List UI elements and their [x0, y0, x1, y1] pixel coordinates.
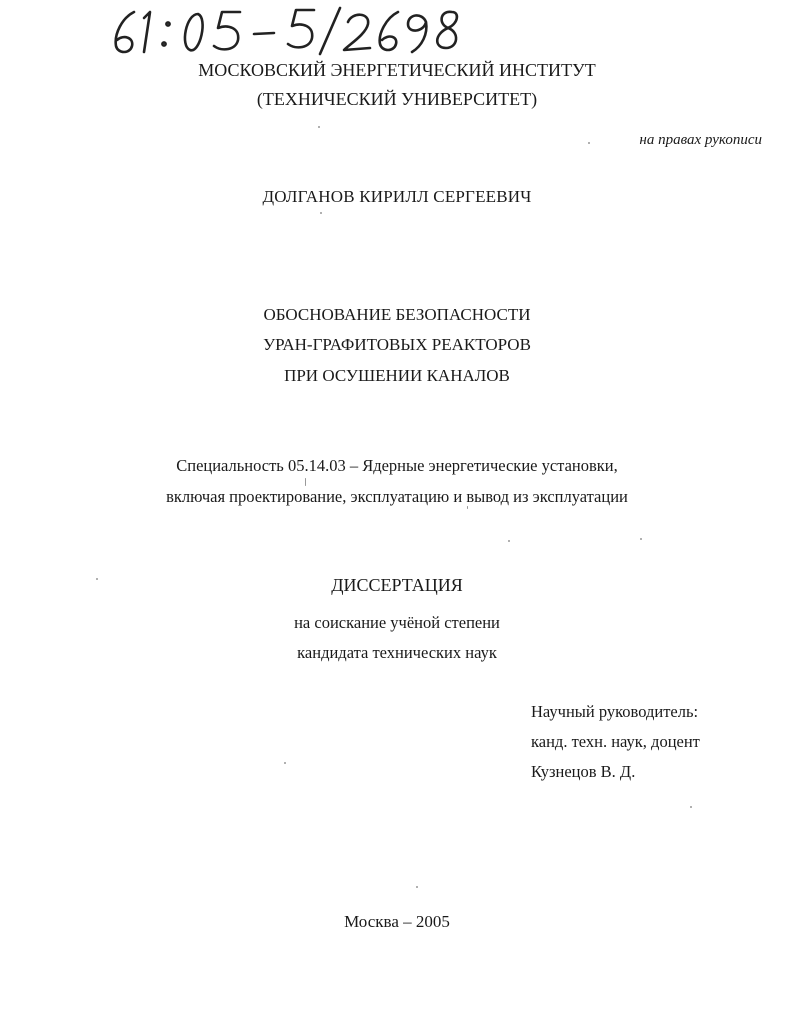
author-name: ДОЛГАНОВ КИРИЛЛ СЕРГЕЕВИЧ: [262, 187, 532, 206]
thesis-title-line-3: ПРИ ОСУШЕНИИ КАНАЛОВ: [284, 366, 510, 385]
advisor-degree: канд. техн. наук, доцент: [531, 732, 700, 751]
scan-speck: [588, 142, 590, 144]
institute-name: МОСКОВСКИЙ ЭНЕРГЕТИЧЕСКИЙ ИНСТИТУТ: [198, 60, 596, 80]
scan-speck: [318, 126, 320, 128]
scan-speck: [690, 806, 692, 808]
document-type-heading: ДИССЕРТАЦИЯ: [331, 575, 463, 595]
city-year: Москва – 2005: [344, 912, 450, 931]
scan-speck: [467, 506, 468, 509]
scan-speck: [96, 578, 98, 580]
handwritten-archive-code: [108, 4, 468, 58]
scan-speck: [640, 538, 642, 540]
degree-line-2: кандидата технических наук: [297, 643, 497, 662]
scan-speck: [508, 540, 510, 542]
advisor-name: Кузнецов В. Д.: [531, 762, 636, 781]
specialty-line-1: Специальность 05.14.03 – Ядерные энергетические установки,: [176, 456, 618, 475]
scan-speck: [416, 886, 418, 888]
advisor-label: Научный руководитель:: [531, 702, 699, 721]
scan-speck: [284, 762, 286, 764]
institute-subtitle: (ТЕХНИЧЕСКИЙ УНИВЕРСИТЕТ): [256, 89, 538, 109]
degree-line-1: на соискание учёной степени: [294, 613, 500, 632]
manuscript-note: на правах рукописи: [639, 132, 762, 148]
thesis-title-line-2: УРАН-ГРАФИТОВЫХ РЕАКТОРОВ: [263, 335, 531, 354]
scan-speck: [320, 212, 322, 214]
specialty-line-2: включая проектирование, эксплуатацию и вывод из эксплуатации: [166, 487, 628, 506]
scan-speck: [305, 478, 306, 486]
thesis-title-line-1: ОБОСНОВАНИЕ БЕЗОПАСНОСТИ: [263, 305, 531, 324]
